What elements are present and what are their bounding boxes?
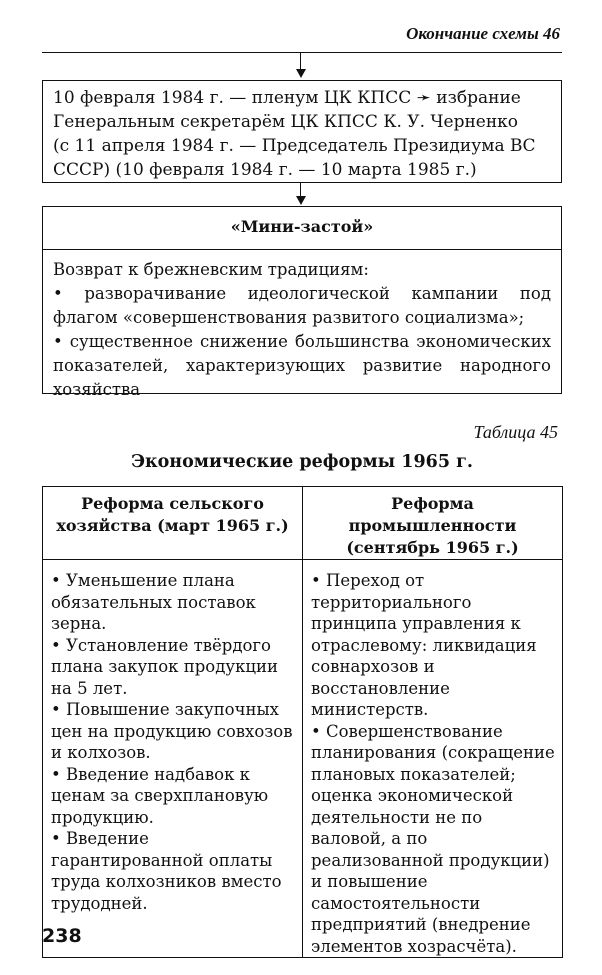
list-item: • Совершенствование планирования (сокращение плановых показателей; оценка экономической деятельности не по валовой, а по реализованной продукции) и повышение самостоятельности предприятий (внедрение элементов хозрасчёта). [311,721,555,956]
connector-arrow-icon [296,196,306,205]
connector-line [300,183,301,196]
table-label: Таблица 45 [473,422,558,442]
header-rule [42,52,562,53]
table-title: Экономические реформы 1965 г. [131,452,473,472]
table-cell-agriculture [43,560,303,958]
box-line: (с 11 апреля 1984 г. — Председатель Президиума ВС [53,136,536,156]
column-header-agriculture: Реформа сельского хозяйства (март 1965 г.) [43,487,303,560]
list-item: • Повышение закупочных цен на продукцию совхозов и колхозов. [51,700,293,762]
connector-line [300,53,301,69]
page-number: 238 [42,925,82,947]
box-line: СССР) (10 февраля 1984 г. — 10 марта 1985 г.) [53,160,477,180]
box-line: 10 февраля 1984 г. — пленум ЦК КПСС ➛ избрание [53,88,521,108]
scheme-box-chernenko [42,80,562,183]
box-title: «Мини-застой» [43,207,561,250]
list-item: • Введение надбавок к ценам за сверхплановую продукцию. [51,764,269,827]
table-cell-industry [303,560,563,958]
box-list-item: • разворачивание идеологической кампании под флагом «совершенствования развитого социализма»; [53,284,551,327]
scheme-box-mini-stagnation [42,206,562,399]
running-header: Окончание схемы 46 [406,24,560,43]
box-list-item: • существенное снижение большинства экономических показателей, характеризующих развитие народного хозяйства [53,332,551,399]
list-item: • Введение гарантированной оплаты труда колхозников вместо трудодней. [51,829,282,913]
reforms-table [42,486,563,958]
table-row [43,560,563,958]
table-header-row [43,487,563,560]
list-item: • Установление твёрдого плана закупок продукции на 5 лет. [51,635,279,698]
list-item: • Переход от территориального принципа управления к отраслевому: ликвидация совнархозов и восстановление министерств. [311,571,537,719]
connector-arrow-icon [296,69,306,78]
box-line: Генеральным секретарём ЦК КПСС К. У. Черненко [53,112,519,132]
box-intro: Возврат к брежневским традициям: [53,260,369,279]
column-header-industry: Реформа промышленности (сентябрь 1965 г.) [303,487,563,560]
list-item: • Уменьшение плана обязательных поставок зерна. [51,571,256,633]
